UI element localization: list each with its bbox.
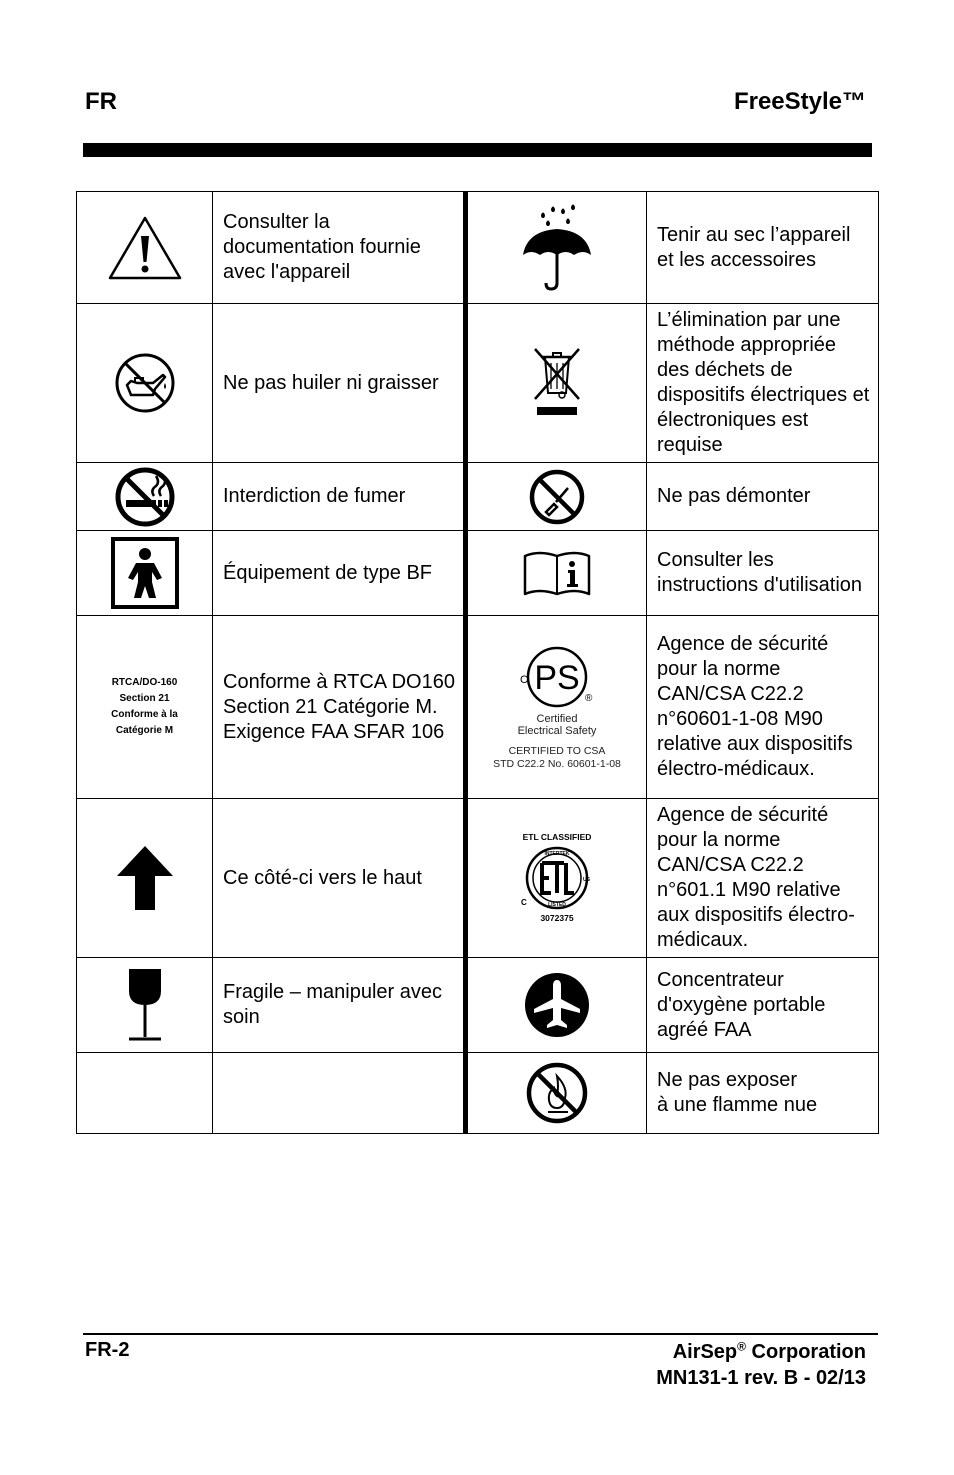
rtca-label-line: Conforme à la bbox=[111, 709, 178, 720]
symbol-description: Interdiction de fumer bbox=[213, 463, 466, 531]
footer-rule bbox=[83, 1333, 878, 1335]
consult-instructions-icon bbox=[466, 531, 647, 616]
symbol-description: Tenir au sec l’appareil et les accessoires bbox=[647, 192, 879, 304]
table-row bbox=[77, 463, 879, 531]
csa-certified-icon bbox=[466, 616, 647, 799]
fragile-glass-icon bbox=[77, 958, 213, 1053]
symbol-description: Ne pas démonter bbox=[647, 463, 879, 531]
csa-cert-line: CERTIFIED TO CSA bbox=[508, 745, 606, 757]
symbol-description: L’élimination par une méthode appropriée des déchets de dispositifs électriques et électroniques est requise bbox=[647, 304, 879, 463]
symbol-description: Ce côté-ci vers le haut bbox=[213, 799, 466, 958]
symbols-table bbox=[76, 191, 879, 1134]
symbol-description: Équipement de type BF bbox=[213, 531, 466, 616]
etl-listed-icon bbox=[466, 799, 647, 958]
table-row bbox=[77, 304, 879, 463]
rtca-label bbox=[77, 616, 213, 799]
symbol-description: Agence de sécurité pour la norme CAN/CSA C22.2 n°60601-1-08 M90 relative aux dispositifs électro-médicaux. bbox=[647, 616, 879, 799]
csa-label-line: Electrical Safety bbox=[517, 725, 597, 737]
keep-dry-umbrella-icon bbox=[466, 192, 647, 304]
rtca-label-line: Catégorie M bbox=[115, 725, 174, 736]
product-name: FreeStyle™ bbox=[733, 88, 866, 115]
table-row bbox=[77, 531, 879, 616]
etl-us-mark: US bbox=[583, 877, 590, 883]
document-revision: MN131-1 rev. B - 02/13 bbox=[656, 1367, 866, 1389]
table-row bbox=[77, 799, 879, 958]
symbol-description: Agence de sécurité pour la norme CAN/CSA C22.2 n°601.1 M90 relative aux dispositifs électro-médicaux. bbox=[647, 799, 879, 958]
table-row bbox=[77, 616, 879, 799]
csa-ps-mark: PS bbox=[534, 659, 580, 697]
no-smoking-icon bbox=[77, 463, 213, 531]
language-code: FR bbox=[85, 88, 117, 115]
table-row bbox=[77, 1053, 879, 1134]
csa-c-mark: C bbox=[520, 674, 528, 686]
symbol-description: Consulter la documentation fournie avec l'appareil bbox=[213, 192, 466, 304]
etl-ring-bottom: LISTED bbox=[548, 902, 566, 908]
company-suffix: Corporation bbox=[746, 1341, 866, 1363]
registered-mark: ® bbox=[737, 1339, 746, 1354]
weee-crossed-bin-icon bbox=[466, 304, 647, 463]
header-rule bbox=[83, 143, 872, 157]
symbol-description: Concentrateur d'oxygène portable agréé FAA bbox=[647, 958, 879, 1053]
no-disassembly-icon bbox=[466, 463, 647, 531]
footer-company-block bbox=[656, 1339, 866, 1391]
symbol-description: Ne pas huiler ni graisser bbox=[213, 304, 466, 463]
type-bf-icon bbox=[77, 531, 213, 616]
symbol-description: Consulter les instructions d'utilisation bbox=[647, 531, 879, 616]
etl-label-bottom: 3072375 bbox=[540, 913, 574, 923]
warning-triangle-icon bbox=[77, 192, 213, 304]
etl-label-top: ETL CLASSIFIED bbox=[522, 832, 592, 842]
symbol-description: Fragile – manipuler avec soin bbox=[213, 958, 466, 1053]
empty-cell bbox=[77, 1053, 213, 1134]
etl-ring-top: INTERTEK bbox=[544, 851, 570, 857]
no-open-flame-icon bbox=[466, 1053, 647, 1134]
etl-c-mark: C bbox=[521, 898, 527, 907]
csa-cert-line: STD C22.2 No. 60601-1-08 bbox=[493, 758, 621, 770]
company-name: AirSep bbox=[672, 1341, 738, 1363]
csa-registered-mark: ® bbox=[585, 693, 593, 704]
table-row bbox=[77, 192, 879, 304]
this-side-up-arrow-icon bbox=[77, 799, 213, 958]
symbol-description: Ne pas exposer à une flamme nue bbox=[647, 1053, 879, 1134]
symbol-description bbox=[213, 1053, 466, 1134]
rtca-label-line: RTCA/DO-160 bbox=[111, 677, 178, 688]
airplane-icon bbox=[466, 958, 647, 1053]
csa-label-line: Certified bbox=[536, 713, 578, 725]
rtca-label-line: Section 21 bbox=[119, 693, 170, 704]
page-number: FR-2 bbox=[85, 1339, 130, 1361]
no-oil-grease-icon bbox=[77, 304, 213, 463]
table-row bbox=[77, 958, 879, 1053]
symbol-description: Conforme à RTCA DO160 Section 21 Catégorie M. Exigence FAA SFAR 106 bbox=[213, 616, 466, 799]
